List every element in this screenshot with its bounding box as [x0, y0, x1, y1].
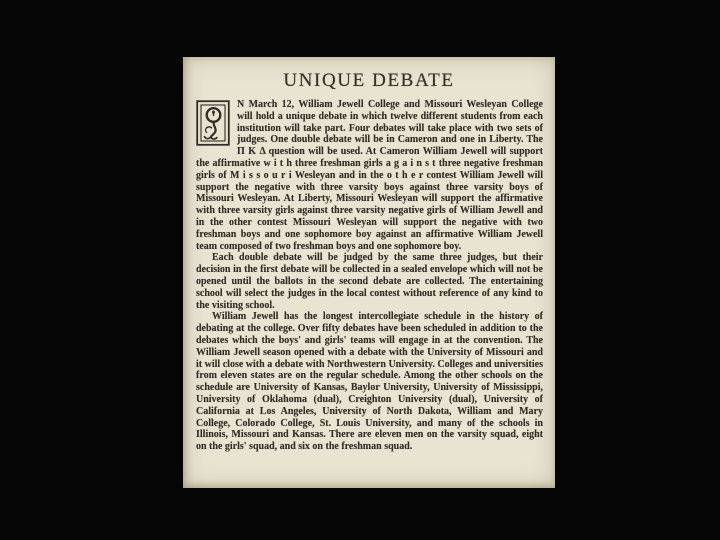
paragraph — [196, 99, 543, 252]
yearbook-page — [183, 57, 555, 488]
paragraph-text: Each double debate will be judged by the same three judges, but their decision in the first debate will be collected in a sealed envelope which will not be opened until the ballots in the second debate are collected. The entertaining school will select the judges in the local contest without reference of any kind to the visiting school. — [196, 252, 543, 311]
article-body — [196, 99, 543, 463]
ornamental-initial-o-icon — [196, 100, 230, 146]
paragraph-text: N March 12, William Jewell College and Missouri Wesleyan College will hold a unique debate in which twelve different students from each institution will take part. Four debates will take place with two sets of judges. One double debate will be in Cameron and one in Liberty. The Π Κ Δ question will be used. At Cameron William Jewell will support the affirmative w i t h three freshman girls a g a i n s t three negative freshman girls of M i s s o u r i Wesleyan and in the o t h e r contest William Jewell will support the negative with three varsity boys against three varsity boys of Missouri Wesleyan. At Liberty, Missouri Wesleyan will support the affirmative with three varsity girls against three varsity negative girls of William Jewell and in the other contest Missouri Wesleyan will support the negative with two freshman boys and one sophomore boy against an affirmative William Jewell team composed of two freshman boys and one sophomore boy. — [196, 99, 543, 252]
paragraph — [196, 252, 543, 311]
paragraph — [196, 311, 543, 453]
paragraph-text: William Jewell has the longest intercollegiate schedule in the history of debating at the college. Over fifty debates have been scheduled in addition to the debates which the boys' and girls' teams will engage in at the convention. The William Jewell season opened with a debate with the University of Missouri and it will close with a debate with Northwestern University. Colleges and universities from eleven states are on the regular schedule. Among the other schools on the schedule are University of Kansas, Baylor University, University of Mississippi, University of Oklahoma (dual), Creighton University (dual), University of California at Los Angeles, University of North Dakota, William and Mary College, Colorado College, St. Louis University, and many of the schools in Illinois, Missouri and Kansas. There are eleven men on the varsity squad, eight on the girls' squad, and six on the freshman squad. — [196, 311, 543, 453]
page-title: UNIQUE DEBATE — [283, 70, 455, 91]
